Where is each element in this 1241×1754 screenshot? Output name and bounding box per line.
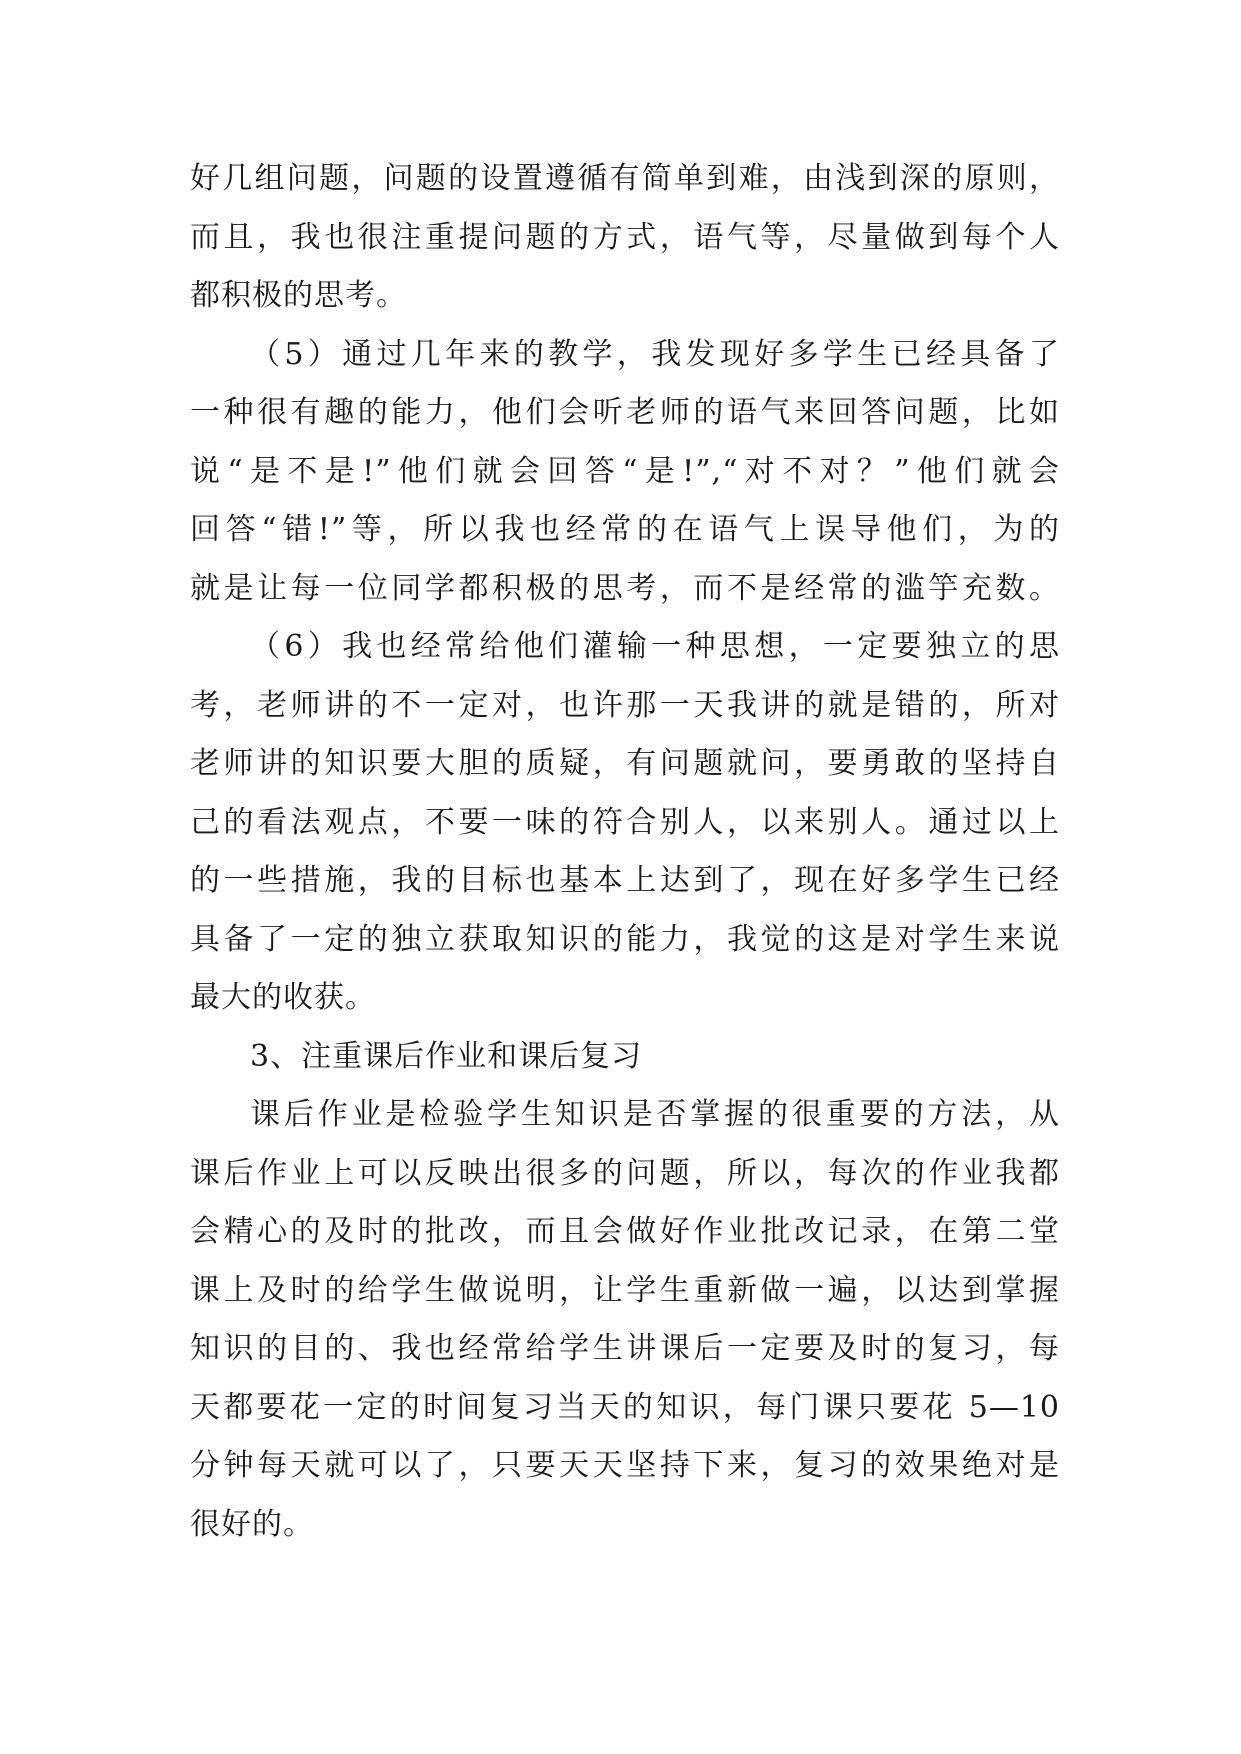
text-line: 课后作业是检验学生知识是否掌握的很重要的方法，从	[250, 1097, 1060, 1132]
text-line: 课上及时的给学生做说明，让学生重新做一遍，以达到掌握	[190, 1272, 1060, 1308]
text-line: 己的看法观点，不要一味的符合别人，以来别人。通过以上	[190, 804, 1060, 840]
text-line: （6）我也经常给他们灌输一种思想，一定要独立的思	[250, 629, 1060, 664]
text-line: 很好的。	[190, 1506, 314, 1542]
text-line: 好几组问题，问题的设置遵循有简单到难，由浅到深的原则，	[190, 161, 1060, 196]
text-line: 就是让每一位同学都积极的思考，而不是经常的滥竽充数。	[190, 570, 1060, 606]
text-line: 都积极的思考。	[190, 278, 407, 313]
text-line: （5）通过几年来的教学，我发现好多学生已经具备了	[250, 336, 1060, 372]
text-line: 具备了一定的独立获取知识的能力，我觉的这是对学生来说	[190, 921, 1060, 957]
text-line: 说“是不是!”他们就会回答“是!”,“对不对？”他们就会	[190, 453, 1060, 489]
text-line: 老师讲的知识要大胆的质疑，有问题就问，要勇敢的坚持自	[190, 746, 1060, 781]
text-line: 会精心的及时的批改，而且会做好作业批改记录，在第二堂	[190, 1214, 1060, 1249]
text-line: 而且，我也很注重提问题的方式，语气等，尽量做到每个人	[190, 219, 1060, 255]
text-line: 课后作业上可以反映出很多的问题，所以，每次的作业我都	[190, 1155, 1060, 1191]
text-line: 的一些措施，我的目标也基本上达到了，现在好多学生已经	[190, 863, 1060, 898]
text-line: 考，老师讲的不一定对，也许那一天我讲的就是错的，所对	[190, 687, 1060, 723]
document-body	[190, 150, 1060, 1554]
text-line: 知识的目的、我也经常给学生讲课后一定要及时的复习，每	[190, 1331, 1060, 1366]
text-line: 分钟每天就可以了，只要天天坚持下来，复习的效果绝对是	[190, 1448, 1060, 1483]
text-line: 一种很有趣的能力，他们会听老师的语气来回答问题，比如	[190, 395, 1060, 430]
text-line: 最大的收获。	[190, 980, 376, 1015]
text-line: 回答“错!”等，所以我也经常的在语气上误导他们，为的	[190, 512, 1060, 547]
text-line: 3、注重课后作业和课后复习	[250, 1038, 643, 1074]
text-line: 天都要花一定的时间复习当天的知识，每门课只要花 5—10	[190, 1389, 1060, 1425]
